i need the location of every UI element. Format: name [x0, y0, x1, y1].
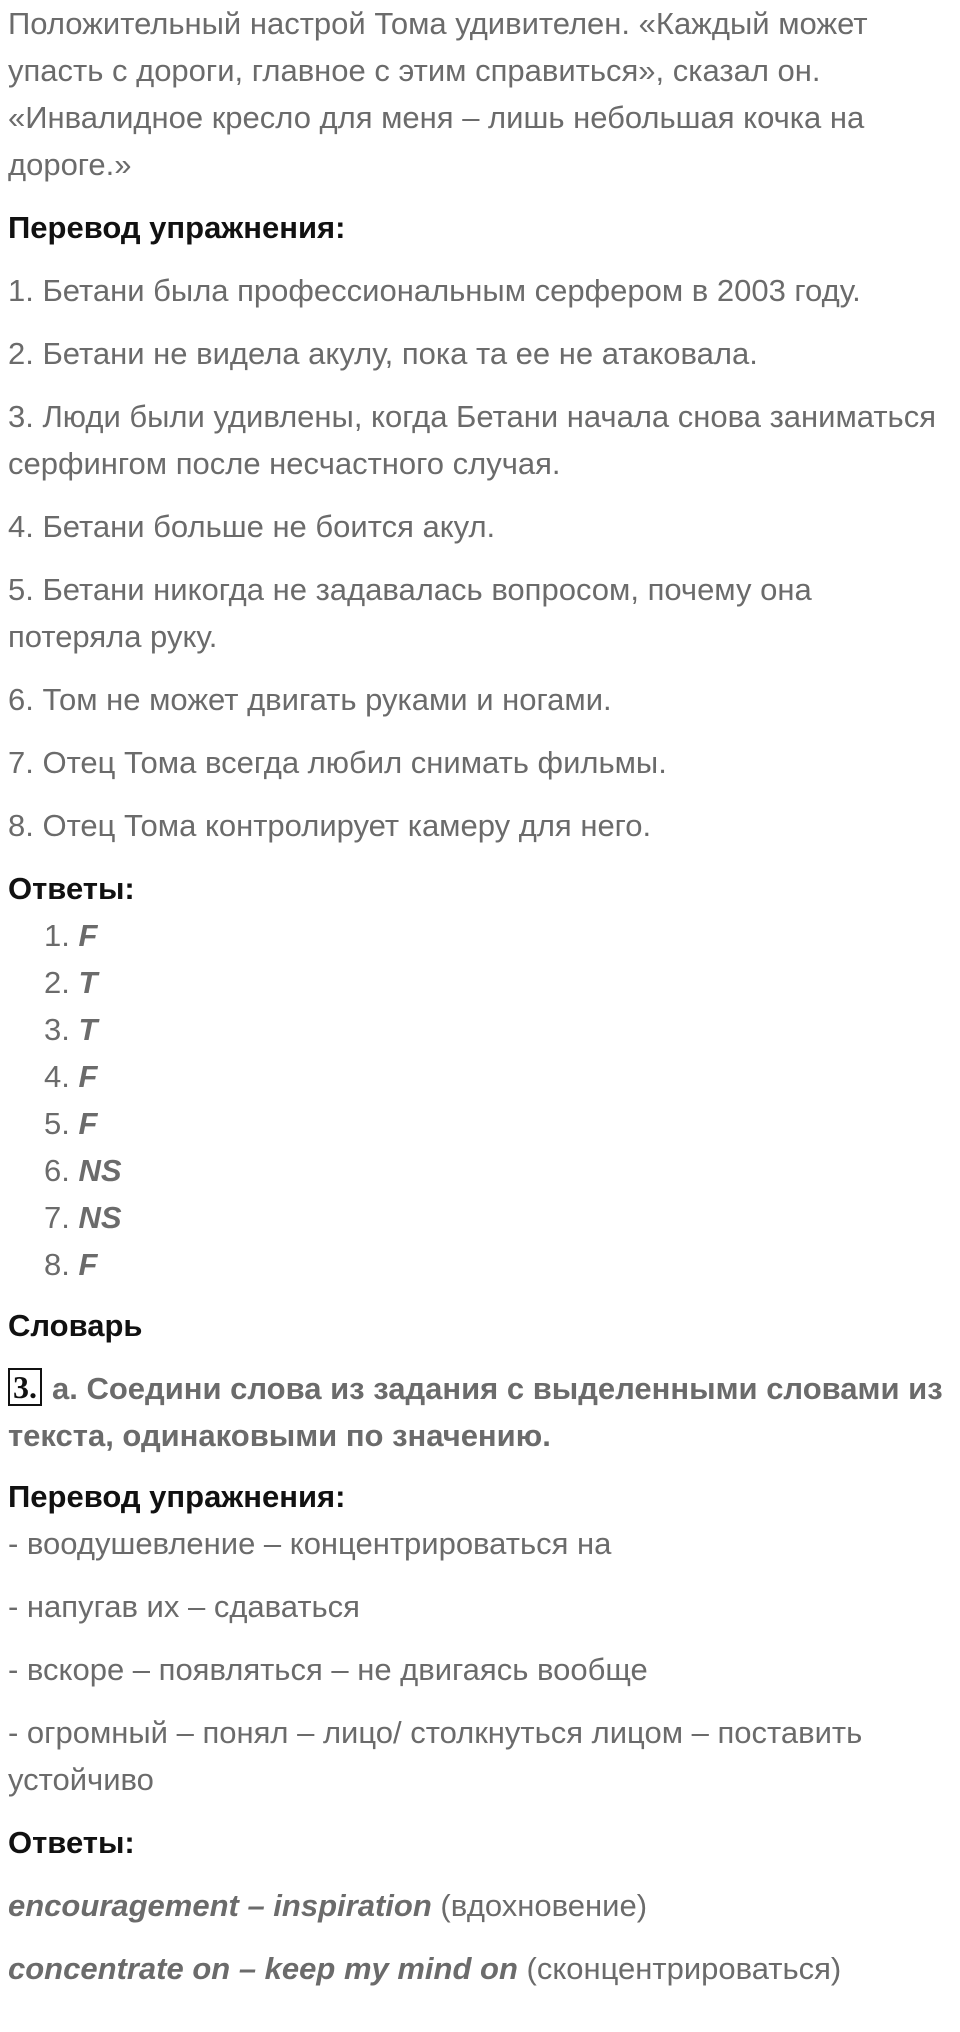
exercise-number-badge: 3. [8, 1368, 42, 1406]
answer-item: 8. F [44, 1247, 98, 1282]
answer-pair [8, 1945, 950, 1992]
answers-heading: Ответы: [8, 871, 135, 906]
statement-item: 1. Бетани была профессиональным серфером в 2003 году. [8, 273, 861, 308]
answer-item: 2. T [44, 965, 98, 1000]
answer-item: 6. NS [44, 1153, 122, 1188]
word-group-line: - вскоре – появляться – не двигаясь вообще [8, 1652, 648, 1687]
intro-paragraph: Положительный настрой Тома удивителен. «Каждый может упасть с дороги, главное с этим справиться», сказал он. «Инвалидное кресло для меня – лишь небольшая кочка на дороге.» [8, 6, 868, 182]
translation-heading: Перевод упражнения: [8, 1479, 346, 1514]
statement-item: 2. Бетани не видела акулу, пока та ее не атаковала. [8, 336, 758, 371]
answer-item: 3. T [44, 1012, 98, 1047]
answer-item: 7. NS [44, 1200, 122, 1235]
answer-pair [8, 1882, 950, 1929]
word-group-line: - огромный – понял – лицо/ столкнуться лицом – поставить устойчиво [8, 1715, 863, 1797]
word-groups-list [8, 1520, 950, 1803]
statement-item: 5. Бетани никогда не задавалась вопросом, почему она потеряла руку. [8, 572, 812, 654]
answer-pair-english: concentrate on – keep my mind on [8, 1951, 518, 1986]
statement-item: 4. Бетани больше не боится акул. [8, 509, 496, 544]
answer-item: 4. F [44, 1059, 98, 1094]
answer-item: 1. F [44, 918, 98, 953]
exercise-instruction [8, 1365, 950, 1459]
answer-pair-russian: (сконцентрироваться) [517, 1951, 842, 1986]
answer-pair-russian: (вдохновение) [431, 1888, 648, 1923]
vocabulary-heading: Словарь [8, 1308, 143, 1343]
statements-list [8, 267, 950, 849]
statement-item: 7. Отец Тома всегда любил снимать фильмы. [8, 745, 667, 780]
statement-item: 3. Люди были удивлены, когда Бетани начала снова заниматься серфингом после несчастного случая. [8, 399, 936, 481]
answer-item: 5. F [44, 1106, 98, 1141]
statement-item: 6. Том не может двигать руками и ногами. [8, 682, 612, 717]
word-group-line: - воодушевление – концентрироваться на [8, 1526, 612, 1561]
statement-item: 8. Отец Тома контролирует камеру для него. [8, 808, 652, 843]
exercise-text: а. Соедини слова из задания с выделенными словами из текста, одинаковыми по значению. [8, 1371, 943, 1453]
answers-list [8, 912, 950, 1288]
word-group-line: - напугав их – сдаваться [8, 1589, 360, 1624]
answers-heading: Ответы: [8, 1825, 135, 1860]
translation-heading: Перевод упражнения: [8, 210, 346, 245]
answer-pair-english: encouragement – inspiration [8, 1888, 432, 1923]
